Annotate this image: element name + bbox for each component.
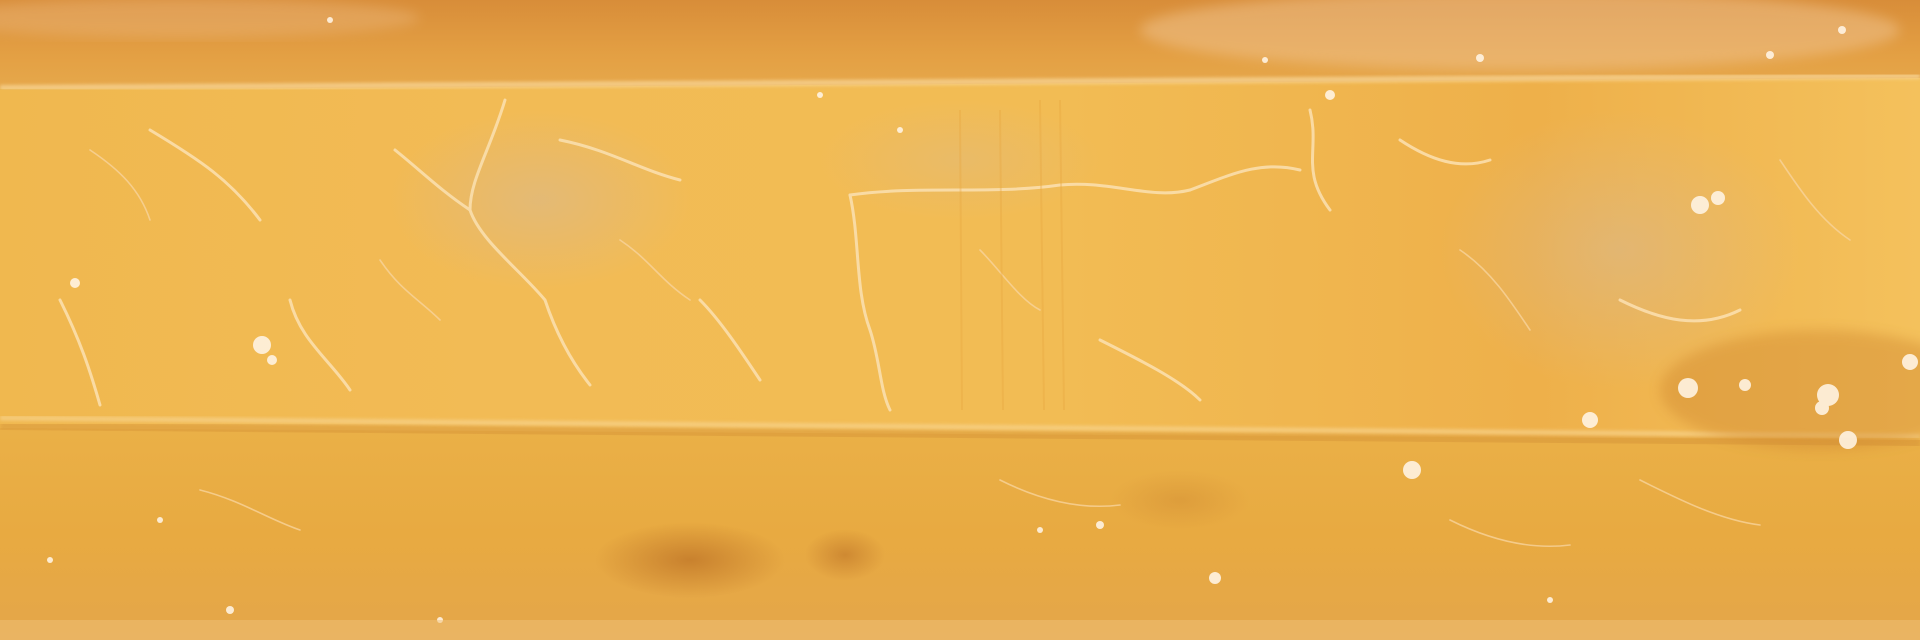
pale-patch (390, 110, 690, 290)
dark-bruise (1110, 470, 1250, 530)
dark-bruise (595, 522, 785, 598)
dark-bruise (805, 529, 885, 581)
bottom-edge-strip (0, 620, 1920, 640)
lower-face-band (0, 430, 1920, 640)
